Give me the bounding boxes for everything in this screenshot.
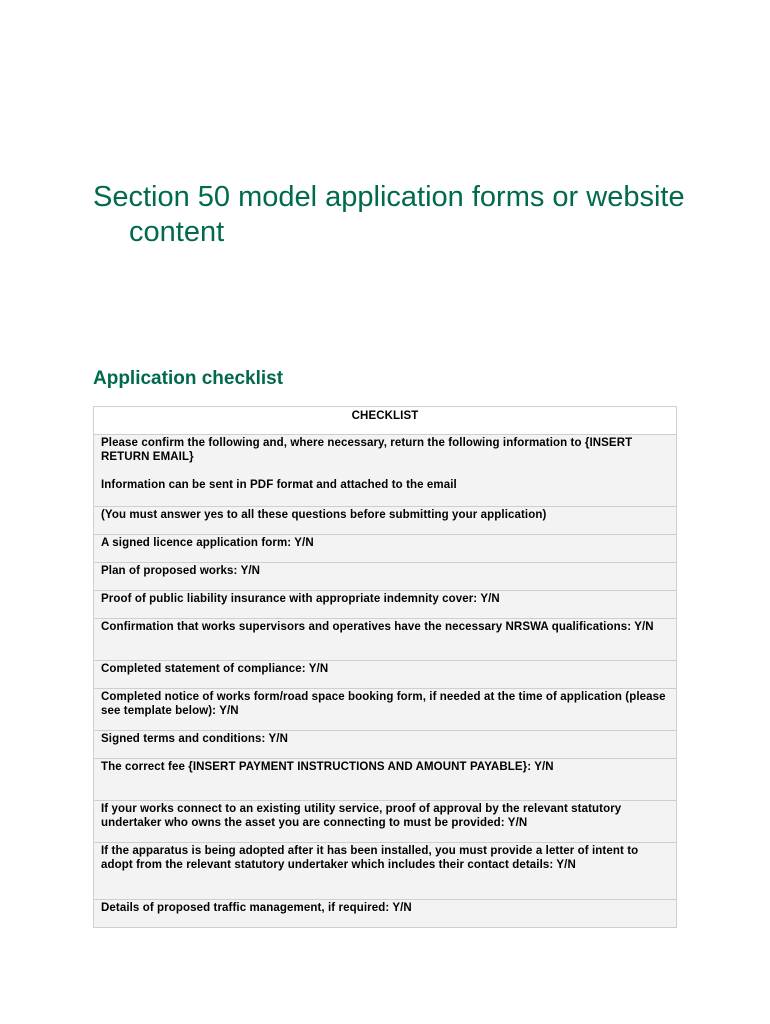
checklist-pdf-note: Information can be sent in PDF format and attached to the email bbox=[101, 479, 457, 491]
checklist-item: A signed licence application form: Y/N bbox=[94, 535, 677, 563]
checklist-item: Confirmation that works supervisors and operatives have the necessary NRSWA qualifications: Y/N bbox=[94, 619, 677, 661]
checklist-intro-cell bbox=[94, 435, 677, 507]
table-row bbox=[94, 507, 677, 535]
checklist-item: The correct fee {INSERT PAYMENT INSTRUCTIONS AND AMOUNT PAYABLE}: Y/N bbox=[94, 759, 677, 801]
table-row bbox=[94, 843, 677, 900]
table-row bbox=[94, 661, 677, 689]
checklist-item: Details of proposed traffic management, if required: Y/N bbox=[94, 900, 677, 928]
checklist-intro-text: Please confirm the following and, where necessary, return the following information to {INSERT RETURN EMAIL} bbox=[101, 437, 633, 463]
section-heading-application-checklist: Application checklist bbox=[93, 368, 284, 389]
checklist-item: Plan of proposed works: Y/N bbox=[94, 563, 677, 591]
table-row bbox=[94, 801, 677, 843]
table-row bbox=[94, 900, 677, 928]
table-row bbox=[94, 759, 677, 801]
checklist-item: Completed statement of compliance: Y/N bbox=[94, 661, 677, 689]
page-title: Section 50 model application forms or website content bbox=[93, 181, 685, 248]
checklist-item: Signed terms and conditions: Y/N bbox=[94, 731, 677, 759]
table-row bbox=[94, 591, 677, 619]
checklist-header-row bbox=[94, 407, 677, 435]
table-row bbox=[94, 535, 677, 563]
checklist-item: If your works connect to an existing utility service, proof of approval by the relevant statutory undertaker who owns the asset you are connecting to must be provided: Y/N bbox=[94, 801, 677, 843]
checklist-intro-row bbox=[94, 435, 677, 507]
checklist-header-cell: CHECKLIST bbox=[94, 407, 677, 435]
table-row bbox=[94, 619, 677, 661]
table-row bbox=[94, 731, 677, 759]
table-row bbox=[94, 563, 677, 591]
checklist-table bbox=[93, 406, 677, 928]
checklist-item: (You must answer yes to all these questions before submitting your application) bbox=[94, 507, 677, 535]
table-row bbox=[94, 689, 677, 731]
checklist-item: If the apparatus is being adopted after it has been installed, you must provide a letter of intent to adopt from the relevant statutory undertaker which includes their contact details: Y/N bbox=[94, 843, 677, 900]
checklist-item: Completed notice of works form/road space booking form, if needed at the time of application (please see template below): Y/N bbox=[94, 689, 677, 731]
checklist-item: Proof of public liability insurance with appropriate indemnity cover: Y/N bbox=[94, 591, 677, 619]
